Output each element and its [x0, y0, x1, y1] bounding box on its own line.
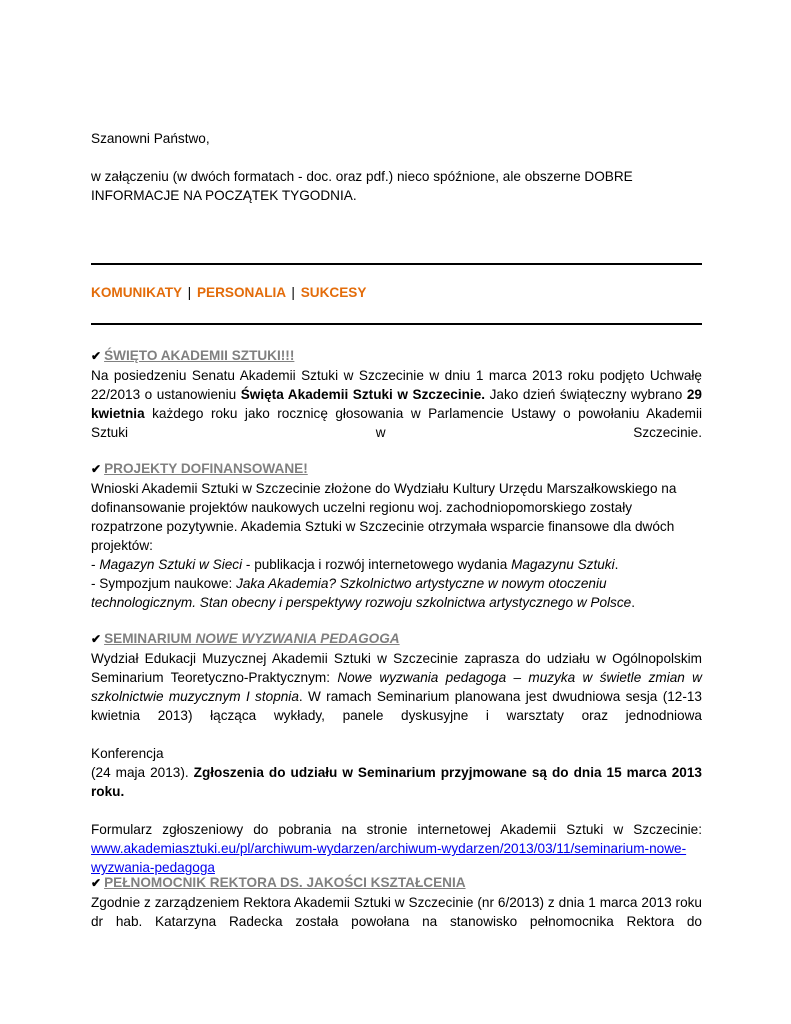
body-italic: Magazynu Sztuki	[511, 557, 615, 572]
seminar-link[interactable]: www.akademiasztuki.eu/pl/archiwum-wydarzen/archiwum-wydarzen/2013/03/11/seminarium-nowe-wyzwania-pedagoga	[91, 841, 687, 875]
body-italic: technologicznym. Stan obecny i perspektywy rozwoju szkolnictwa artystycznego w Polsce	[91, 595, 632, 610]
intro-line-2: INFORMACJE NA POCZĄTEK TYGODNIA.	[91, 188, 357, 203]
list-item	[91, 555, 702, 574]
body-text: .	[614, 557, 619, 572]
list-item	[91, 574, 702, 612]
nav-separator: |	[187, 285, 192, 300]
check-icon: ✔	[91, 349, 102, 363]
section-body	[91, 366, 702, 461]
section-heading	[91, 629, 702, 649]
body-bold: Święta Akademii Sztuki w Szczecinie.	[240, 387, 486, 402]
section-heading-text: ŚWIĘTO AKADEMII SZTUKI!!!	[104, 348, 295, 363]
body-line: Konferencja	[91, 746, 164, 761]
section-body	[91, 649, 702, 744]
top-divider	[91, 263, 702, 265]
body-line: dofinansowanie projektów naukowych uczelni regionu woj. zachodniopomorskiego zostały	[91, 500, 633, 515]
section-heading	[91, 873, 702, 893]
intro-paragraph	[91, 167, 702, 205]
bottom-divider	[91, 323, 702, 325]
nav-personalia[interactable]: PERSONALIA	[196, 285, 286, 300]
body-text: Formularz zgłoszeniowy do pobrania na stronie internetowej Akademii Sztuki w Szczecinie:	[91, 822, 702, 837]
section-body: Zgodnie z zarządzeniem Rektora Akademii Sztuki w Szczecinie (nr 6/2013) z dnia 1 marca 2013 roku dr hab. Katarzyna Radecka została powołana na stanowisko pełnomocnika Rektora do	[91, 895, 702, 929]
body-text: Wydział Edukacji Muzycznej Akademii Sztuki w Szczecinie zaprasza do udziału w Ogólnopolskim Seminarium Teoretyczno-Praktycznym:	[91, 651, 702, 685]
body-text: . W ramach Seminarium planowana jest dwudniowa sesja (12-13 kwietnia 2013) łącząca wykłady, panele dyskusyjne i warsztaty oraz jednodniowa	[91, 689, 702, 723]
section-body	[91, 763, 702, 820]
section-heading-text: SEMINARIUM	[104, 631, 196, 646]
body-line: Wnioski Akademii Sztuki w Szczecinie złożone do Wydziału Kultury Urzędu Marszałkowskiego na	[91, 481, 677, 496]
nav-komunikaty[interactable]: KOMUNIKATY	[91, 285, 182, 300]
nav-sukcesy[interactable]: SUKCESY	[300, 285, 367, 300]
body-text: - Sympozjum naukowe:	[91, 576, 237, 591]
body-text: (24 maja 2013).	[91, 765, 194, 780]
section-heading-italic: NOWE WYZWANIA PEDAGOGA	[195, 631, 400, 646]
nav-separator: |	[291, 285, 295, 300]
section-projekty	[91, 459, 702, 612]
body-text: -	[91, 557, 100, 572]
body-text: Na posiedzeniu Senatu Akademii Sztuki w Szczecinie w dniu 1 marca 2013 roku podjęto Uchwałę 22/2013 o ustanowieniu	[91, 368, 702, 402]
intro-line-1: w załączeniu (w dwóch formatach - doc. oraz pdf.) nieco spóźnione, ale obszerne DOBRE	[91, 169, 633, 184]
body-bold: 29 kwietnia	[91, 387, 702, 421]
section-heading-text: PROJEKTY DOFINANSOWANE!	[104, 461, 308, 476]
body-text: - publikacja i rozwój internetowego wydania	[242, 557, 512, 572]
greeting: Szanowni Państwo,	[91, 131, 210, 146]
body-bold: Zgłoszenia do udziału w Seminarium przyjmowane są do dnia 15 marca 2013 roku.	[91, 765, 702, 799]
check-icon: ✔	[91, 462, 102, 476]
section-seminarium	[91, 629, 702, 896]
check-icon: ✔	[91, 632, 102, 646]
section-heading	[91, 346, 702, 366]
section-heading	[91, 459, 702, 479]
body-italic: Nowe wyzwania pedagoga – muzyka w świetle zmian w szkolnictwie muzycznym I stopnia	[91, 670, 702, 704]
body-line: rozpatrzone pozytywnie. Akademia Sztuki w Szczecinie otrzymała wsparcie finansowe dla dwóch	[91, 519, 675, 534]
body-italic: Magazyn Sztuki w Sieci	[99, 557, 243, 572]
section-nav	[91, 285, 366, 300]
body-line: projektów:	[91, 538, 153, 553]
section-heading-text: PEŁNOMOCNIK REKTORA DS. JAKOŚCI KSZTAŁCENIA	[104, 875, 466, 890]
body-italic: Jaka Akademia? Szkolnictwo artystyczne w nowym otoczeniu	[236, 576, 607, 591]
body-text: Jako dzień świąteczny wybrano	[485, 387, 687, 402]
section-swieto	[91, 346, 702, 461]
check-icon: ✔	[91, 876, 102, 890]
body-text: .	[631, 595, 635, 610]
body-text: każdego roku jako rocznicę głosowania w Parlamencie Ustawy o powołaniu Akademii Sztuki w Szczecinie.	[91, 406, 702, 440]
section-pelnomocnik	[91, 873, 702, 950]
